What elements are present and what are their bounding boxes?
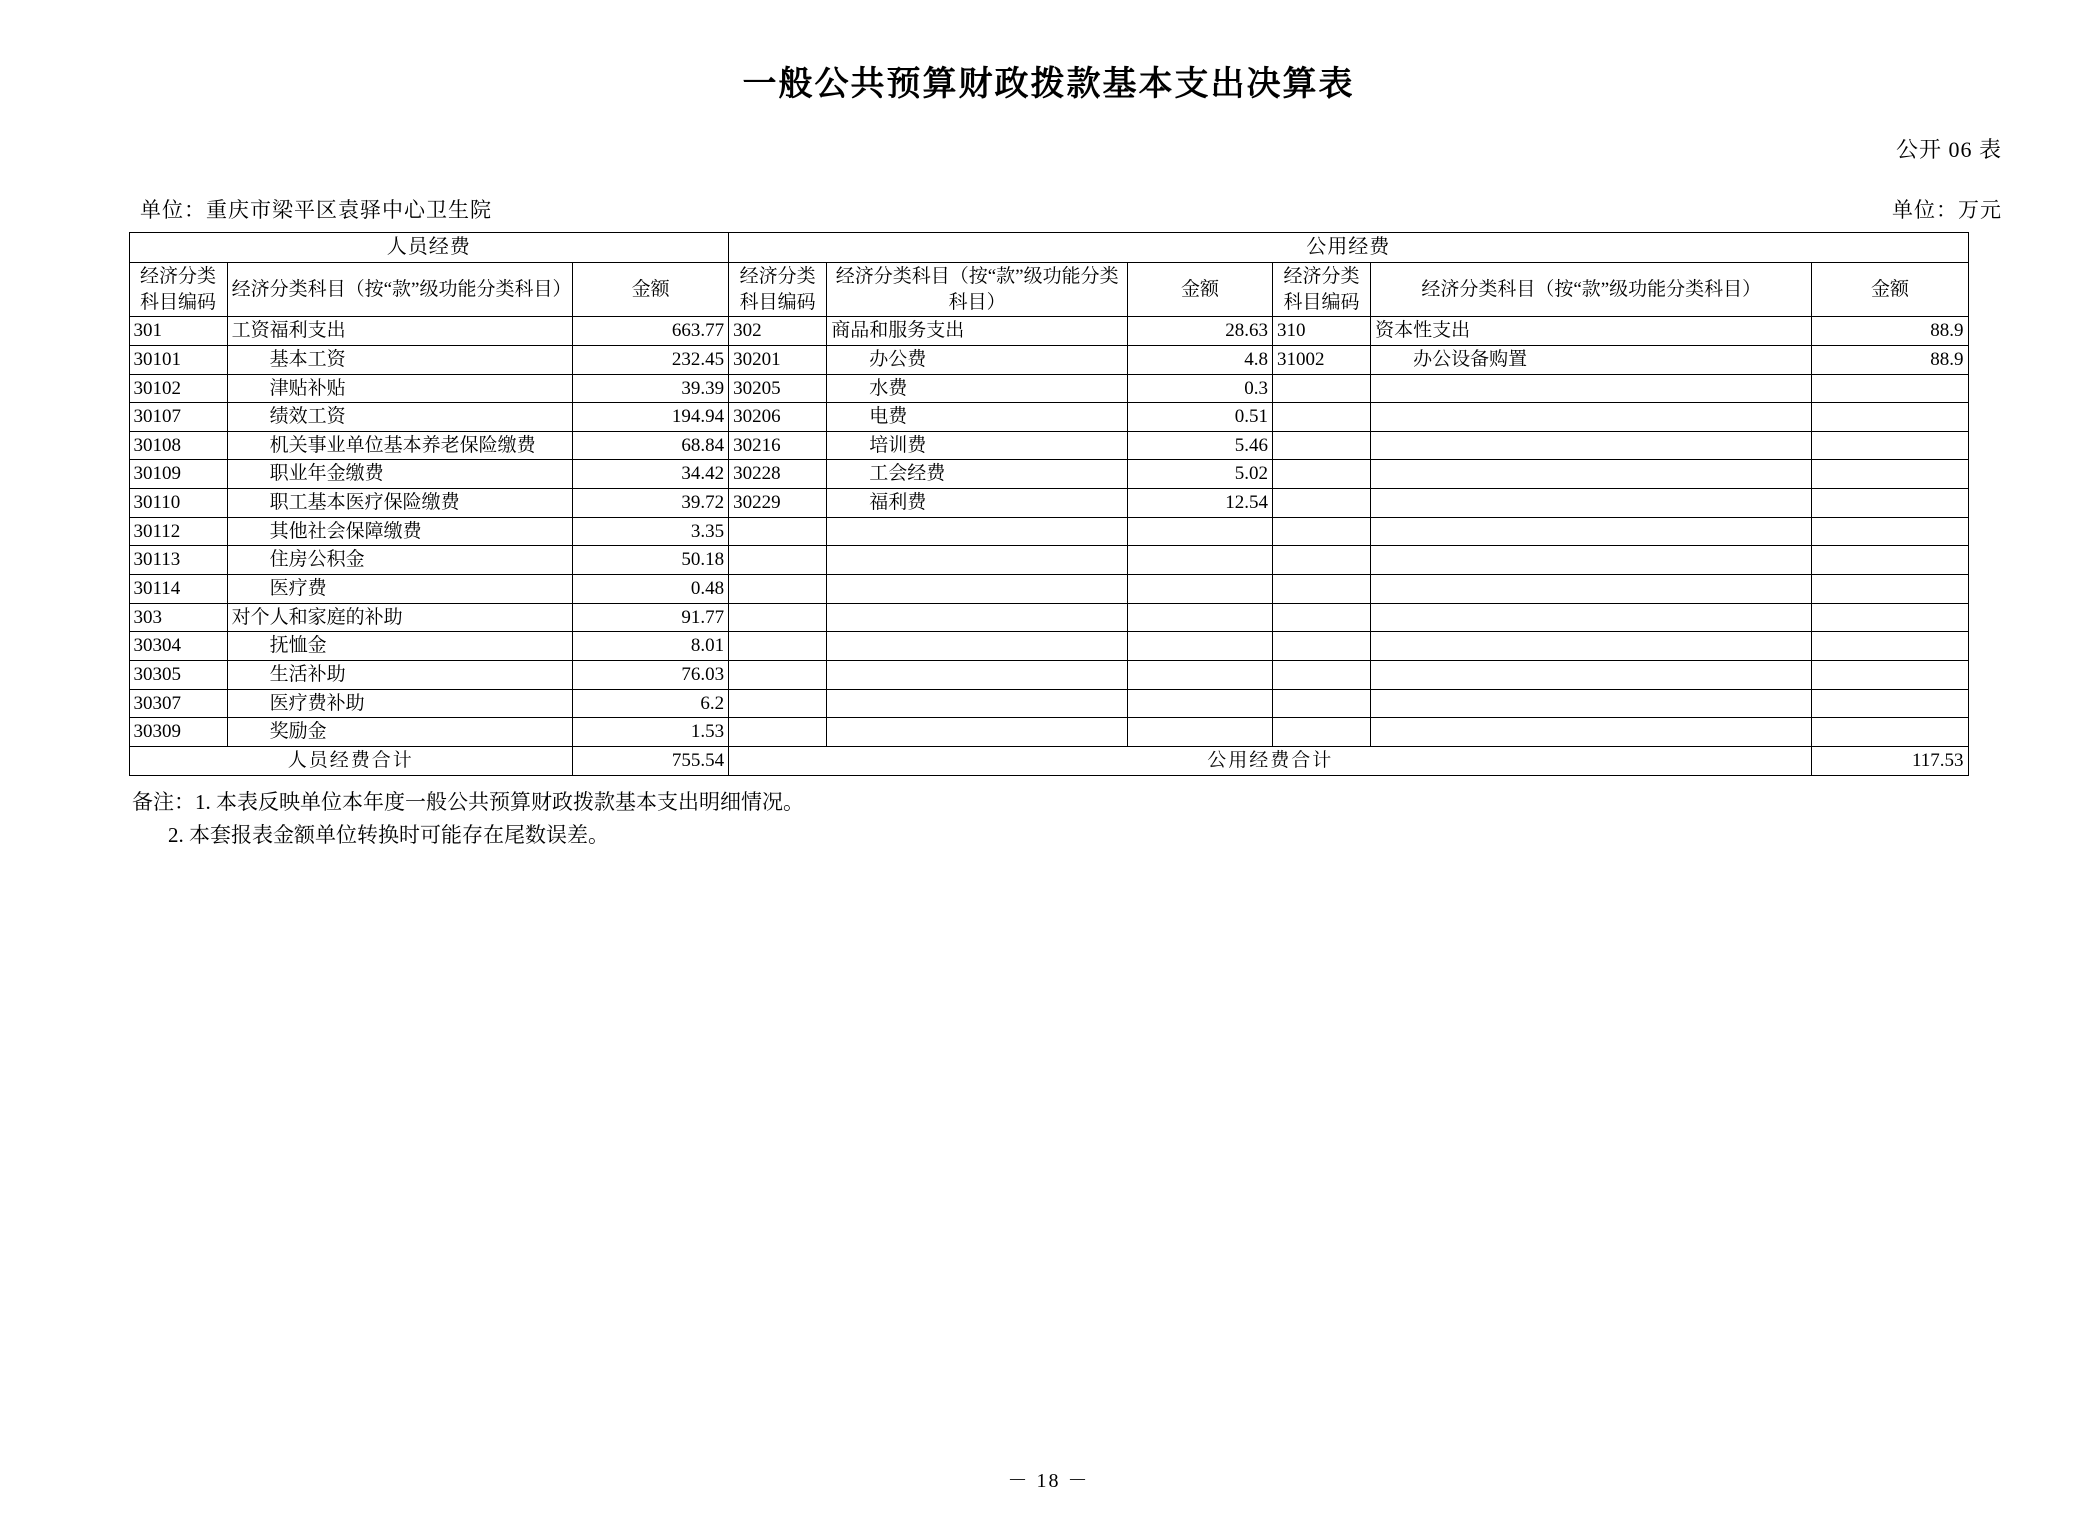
table-row <box>129 517 1968 546</box>
cell-code-public-b <box>1273 431 1371 460</box>
cell-code-public-a: 30201 <box>729 345 827 374</box>
cell-code-public-a: 30229 <box>729 489 827 518</box>
cell-name-public-a <box>827 660 1128 689</box>
table-row <box>129 632 1968 661</box>
cell-amount-public-a <box>1128 575 1273 604</box>
cell-name-public-b <box>1371 460 1812 489</box>
cell-code-public-a <box>729 603 827 632</box>
cell-name-personnel: 生活补助 <box>227 660 573 689</box>
cell-code-personnel: 30108 <box>129 431 227 460</box>
cell-amount-personnel: 663.77 <box>573 317 729 346</box>
cell-amount-public-a <box>1128 660 1273 689</box>
notes-block <box>0 786 2097 853</box>
cell-name-public-a <box>827 632 1128 661</box>
cell-name-public-a: 电费 <box>827 403 1128 432</box>
table-row <box>129 718 1968 747</box>
col-header-name-2: 经济分类科目（按“款”级功能分类科目） <box>827 263 1128 317</box>
cell-amount-public-b: 88.9 <box>1812 345 1968 374</box>
cell-name-public-a <box>827 517 1128 546</box>
table-row <box>129 345 1968 374</box>
budget-table <box>129 232 1969 776</box>
cell-name-personnel: 工资福利支出 <box>227 317 573 346</box>
cell-code-public-b <box>1273 403 1371 432</box>
cell-amount-personnel: 91.77 <box>573 603 729 632</box>
total-amount-personnel: 755.54 <box>573 746 729 775</box>
cell-code-personnel: 30101 <box>129 345 227 374</box>
cell-amount-public-b <box>1812 403 1968 432</box>
unit-info <box>140 194 492 224</box>
cell-amount-personnel: 194.94 <box>573 403 729 432</box>
cell-name-public-a <box>827 546 1128 575</box>
cell-name-personnel: 对个人和家庭的补助 <box>227 603 573 632</box>
cell-amount-personnel: 3.35 <box>573 517 729 546</box>
cell-amount-public-a <box>1128 603 1273 632</box>
cell-amount-public-b <box>1812 632 1968 661</box>
cell-amount-public-a: 0.3 <box>1128 374 1273 403</box>
total-amount-public: 117.53 <box>1812 746 1968 775</box>
cell-amount-public-b <box>1812 603 1968 632</box>
cell-amount-personnel: 68.84 <box>573 431 729 460</box>
table-row <box>129 660 1968 689</box>
col-header-amount-1: 金额 <box>573 263 729 317</box>
cell-amount-public-b <box>1812 546 1968 575</box>
cell-name-public-a: 水费 <box>827 374 1128 403</box>
amount-unit: 单位：万元 <box>1892 198 2002 222</box>
cell-code-public-b <box>1273 489 1371 518</box>
cell-code-personnel: 30102 <box>129 374 227 403</box>
cell-name-public-a: 商品和服务支出 <box>827 317 1128 346</box>
cell-code-public-b <box>1273 718 1371 747</box>
cell-code-personnel: 30307 <box>129 689 227 718</box>
cell-code-personnel: 30304 <box>129 632 227 661</box>
cell-code-public-b <box>1273 546 1371 575</box>
cell-amount-public-a <box>1128 546 1273 575</box>
cell-code-public-b: 310 <box>1273 317 1371 346</box>
cell-name-public-b <box>1371 603 1812 632</box>
cell-code-personnel: 30309 <box>129 718 227 747</box>
cell-code-personnel: 30112 <box>129 517 227 546</box>
cell-name-public-a <box>827 603 1128 632</box>
cell-amount-public-b: 88.9 <box>1812 317 1968 346</box>
page-title: 一般公共预算财政拨款基本支出决算表 <box>742 65 1355 103</box>
cell-code-personnel: 303 <box>129 603 227 632</box>
table-row <box>129 374 1968 403</box>
cell-code-public-a: 30216 <box>729 431 827 460</box>
cell-code-personnel: 301 <box>129 317 227 346</box>
cell-code-public-a <box>729 517 827 546</box>
table-row <box>129 317 1968 346</box>
cell-amount-public-a <box>1128 689 1273 718</box>
cell-amount-public-a: 0.51 <box>1128 403 1273 432</box>
cell-amount-public-a: 28.63 <box>1128 317 1273 346</box>
cell-amount-public-b <box>1812 660 1968 689</box>
cell-amount-public-a: 4.8 <box>1128 345 1273 374</box>
cell-name-personnel: 津贴补贴 <box>227 374 573 403</box>
col-header-code-2: 经济分类科目编码 <box>729 263 827 317</box>
cell-code-public-a <box>729 718 827 747</box>
cell-name-public-b <box>1371 546 1812 575</box>
form-number: 公开 06 表 <box>1895 137 2002 162</box>
cell-name-personnel: 绩效工资 <box>227 403 573 432</box>
cell-name-public-a: 福利费 <box>827 489 1128 518</box>
budget-table-wrapper <box>129 232 1969 776</box>
col-header-amount-2: 金额 <box>1128 263 1273 317</box>
cell-amount-personnel: 76.03 <box>573 660 729 689</box>
cell-code-public-a <box>729 632 827 661</box>
meta-row <box>0 194 2097 224</box>
cell-amount-public-b <box>1812 460 1968 489</box>
cell-name-personnel: 奖励金 <box>227 718 573 747</box>
cell-code-public-b <box>1273 632 1371 661</box>
cell-code-public-a <box>729 660 827 689</box>
col-header-name-3: 经济分类科目（按“款”级功能分类科目） <box>1371 263 1812 317</box>
cell-code-public-b <box>1273 603 1371 632</box>
cell-amount-public-a: 12.54 <box>1128 489 1273 518</box>
table-row <box>129 689 1968 718</box>
cell-name-personnel: 职业年金缴费 <box>227 460 573 489</box>
cell-code-public-a <box>729 575 827 604</box>
table-row <box>129 546 1968 575</box>
page-number: － 18 － <box>1007 1470 1090 1492</box>
cell-name-public-b <box>1371 718 1812 747</box>
cell-code-public-b <box>1273 374 1371 403</box>
cell-amount-personnel: 0.48 <box>573 575 729 604</box>
cell-name-public-b <box>1371 517 1812 546</box>
cell-name-public-a <box>827 575 1128 604</box>
table-row <box>129 575 1968 604</box>
cell-name-public-a: 培训费 <box>827 431 1128 460</box>
cell-amount-personnel: 8.01 <box>573 632 729 661</box>
cell-name-public-b <box>1371 689 1812 718</box>
table-row <box>129 431 1968 460</box>
cell-code-personnel: 30109 <box>129 460 227 489</box>
cell-name-public-b <box>1371 403 1812 432</box>
cell-amount-public-a <box>1128 632 1273 661</box>
cell-name-public-a: 办公费 <box>827 345 1128 374</box>
cell-amount-public-b <box>1812 517 1968 546</box>
cell-amount-public-a: 5.46 <box>1128 431 1273 460</box>
cell-code-public-b: 31002 <box>1273 345 1371 374</box>
group-header-public: 公用经费 <box>729 233 1968 263</box>
cell-name-public-b <box>1371 489 1812 518</box>
cell-name-personnel: 基本工资 <box>227 345 573 374</box>
cell-name-personnel: 抚恤金 <box>227 632 573 661</box>
cell-code-public-a: 30228 <box>729 460 827 489</box>
table-group-header-row <box>129 233 1968 263</box>
document-page <box>0 56 2097 1537</box>
col-header-name-1: 经济分类科目（按“款”级功能分类科目） <box>227 263 573 317</box>
cell-amount-public-b <box>1812 575 1968 604</box>
col-header-amount-3: 金额 <box>1812 263 1968 317</box>
cell-amount-public-b <box>1812 374 1968 403</box>
col-header-code-1: 经济分类科目编码 <box>129 263 227 317</box>
cell-amount-personnel: 6.2 <box>573 689 729 718</box>
cell-code-personnel: 30113 <box>129 546 227 575</box>
cell-name-personnel: 住房公积金 <box>227 546 573 575</box>
cell-code-personnel: 30107 <box>129 403 227 432</box>
cell-code-public-b <box>1273 575 1371 604</box>
table-column-header-row <box>129 263 1968 317</box>
unit-label: 单位： <box>140 198 206 222</box>
table-totals-row <box>129 746 1968 775</box>
cell-amount-personnel: 1.53 <box>573 718 729 747</box>
cell-name-personnel: 医疗费补助 <box>227 689 573 718</box>
cell-amount-personnel: 34.42 <box>573 460 729 489</box>
note-line-1: 备注：1. 本表反映单位本年度一般公共预算财政拨款基本支出明细情况。 <box>132 789 804 814</box>
cell-name-public-a <box>827 718 1128 747</box>
cell-amount-personnel: 232.45 <box>573 345 729 374</box>
cell-amount-public-b <box>1812 689 1968 718</box>
cell-amount-public-a <box>1128 718 1273 747</box>
col-header-code-3: 经济分类科目编码 <box>1273 263 1371 317</box>
table-row <box>129 460 1968 489</box>
cell-amount-personnel: 39.72 <box>573 489 729 518</box>
cell-name-public-b <box>1371 575 1812 604</box>
cell-code-personnel: 30110 <box>129 489 227 518</box>
cell-code-public-a <box>729 689 827 718</box>
cell-name-personnel: 机关事业单位基本养老保险缴费 <box>227 431 573 460</box>
cell-name-public-b: 资本性支出 <box>1371 317 1812 346</box>
cell-code-public-b <box>1273 517 1371 546</box>
cell-code-public-a: 302 <box>729 317 827 346</box>
table-row <box>129 489 1968 518</box>
cell-code-personnel: 30305 <box>129 660 227 689</box>
cell-amount-public-b <box>1812 489 1968 518</box>
cell-name-public-b <box>1371 374 1812 403</box>
total-label-personnel: 人员经费合计 <box>129 746 573 775</box>
cell-name-personnel: 职工基本医疗保险缴费 <box>227 489 573 518</box>
unit-name: 重庆市梁平区袁驿中心卫生院 <box>206 198 492 222</box>
cell-amount-public-a: 5.02 <box>1128 460 1273 489</box>
cell-name-personnel: 其他社会保障缴费 <box>227 517 573 546</box>
cell-code-public-a: 30205 <box>729 374 827 403</box>
cell-name-public-b: 办公设备购置 <box>1371 345 1812 374</box>
cell-amount-public-a <box>1128 517 1273 546</box>
cell-amount-personnel: 50.18 <box>573 546 729 575</box>
table-row <box>129 403 1968 432</box>
cell-amount-public-b <box>1812 718 1968 747</box>
table-row <box>129 603 1968 632</box>
cell-amount-personnel: 39.39 <box>573 374 729 403</box>
cell-amount-public-b <box>1812 431 1968 460</box>
cell-code-public-b <box>1273 460 1371 489</box>
cell-name-public-b <box>1371 431 1812 460</box>
note-line-2: 2. 本套报表金额单位转换时可能存在尾数误差。 <box>168 823 609 848</box>
total-label-public: 公用经费合计 <box>729 746 1812 775</box>
cell-code-public-a: 30206 <box>729 403 827 432</box>
cell-code-personnel: 30114 <box>129 575 227 604</box>
cell-code-public-b <box>1273 660 1371 689</box>
cell-code-public-a <box>729 546 827 575</box>
cell-name-public-b <box>1371 660 1812 689</box>
cell-name-public-a: 工会经费 <box>827 460 1128 489</box>
cell-name-public-b <box>1371 632 1812 661</box>
cell-name-public-a <box>827 689 1128 718</box>
cell-code-public-b <box>1273 689 1371 718</box>
cell-name-personnel: 医疗费 <box>227 575 573 604</box>
group-header-personnel: 人员经费 <box>129 233 729 263</box>
